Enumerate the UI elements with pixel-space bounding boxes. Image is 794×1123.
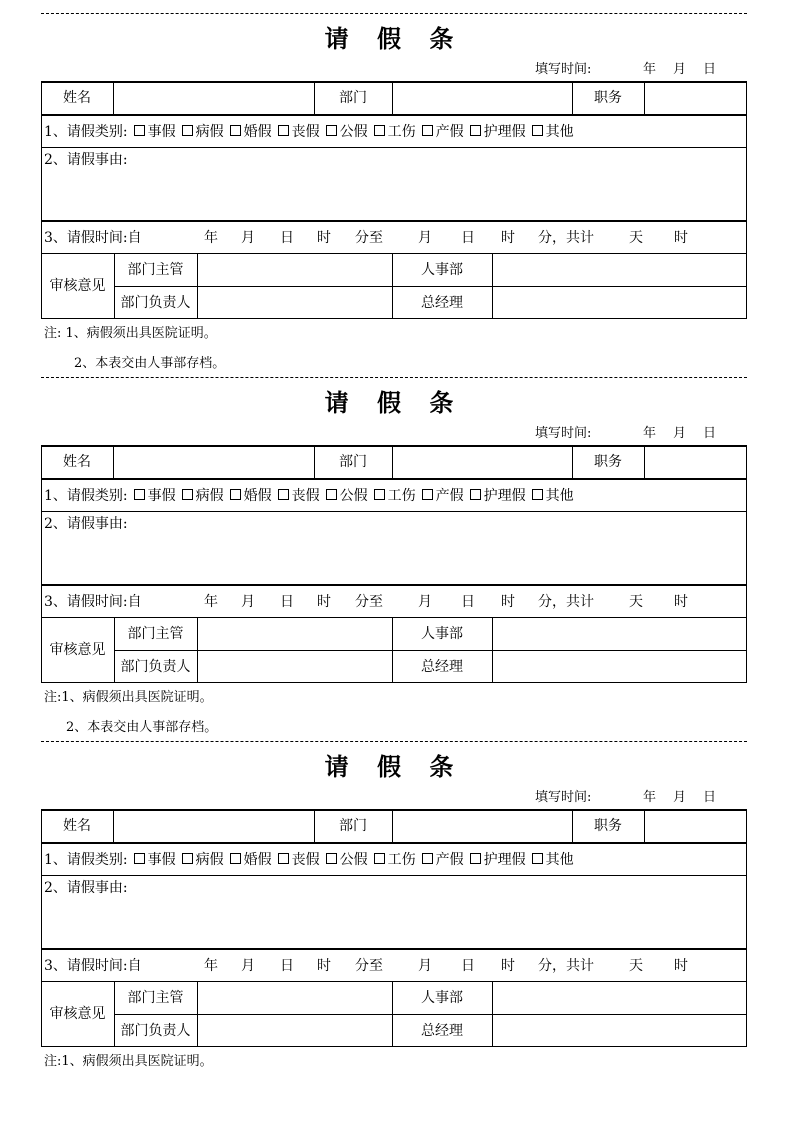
review-label: 审核意见 xyxy=(49,1006,106,1022)
dept-head-label: 部门负责人 xyxy=(120,1023,191,1039)
cut-line xyxy=(41,13,747,14)
name-label: 姓名 xyxy=(63,818,91,834)
supervisor-label: 部门主管 xyxy=(127,990,184,1006)
name-label: 姓名 xyxy=(63,454,91,470)
leave-type-label: 1、请假类别: xyxy=(44,124,128,140)
leave-type-option: 工伤 xyxy=(387,488,416,504)
position-label: 职务 xyxy=(594,90,622,106)
time-unit: 日 xyxy=(280,594,294,610)
gm-label: 总经理 xyxy=(421,659,463,675)
checkbox-icon[interactable] xyxy=(470,125,481,136)
leave-type-option: 工伤 xyxy=(387,852,416,868)
time-unit: 时 xyxy=(317,230,331,246)
time-unit: 年 xyxy=(204,594,218,610)
fill-month: 月 xyxy=(673,790,687,805)
time-unit: 日 xyxy=(461,958,475,974)
time-unit: 月 xyxy=(241,594,255,610)
checkbox-icon[interactable] xyxy=(422,853,433,864)
leave-time-label: 3、请假时间:自 xyxy=(44,230,142,246)
note-1: 注: 1、病假须出具医院证明。 xyxy=(44,326,217,341)
checkbox-icon[interactable] xyxy=(374,125,385,136)
note-1: 注:1、病假须出具医院证明。 xyxy=(44,1054,213,1069)
checkbox-icon[interactable] xyxy=(532,853,543,864)
checkbox-icon[interactable] xyxy=(532,489,543,500)
leave-type-option: 公假 xyxy=(339,852,368,868)
checkbox-icon[interactable] xyxy=(422,125,433,136)
checkbox-icon[interactable] xyxy=(134,853,145,864)
leave-type-option: 丧假 xyxy=(291,488,320,504)
time-unit: 分至 xyxy=(355,958,383,974)
time-unit: 时 xyxy=(317,594,331,610)
checkbox-icon[interactable] xyxy=(374,489,385,500)
checkbox-icon[interactable] xyxy=(230,853,241,864)
dept-head-label: 部门负责人 xyxy=(120,295,191,311)
leave-type-option: 病假 xyxy=(195,488,224,504)
checkbox-icon[interactable] xyxy=(532,125,543,136)
position-label: 职务 xyxy=(594,818,622,834)
form-grid xyxy=(41,445,747,683)
leave-type-row xyxy=(44,850,574,870)
time-unit: 时 xyxy=(674,230,688,246)
time-unit: 分，共计 xyxy=(538,230,594,246)
checkbox-icon[interactable] xyxy=(326,125,337,136)
dept-label: 部门 xyxy=(339,90,367,106)
leave-type-option: 婚假 xyxy=(243,124,272,140)
form-title: 请 假 条 xyxy=(324,752,464,781)
leave-type-option: 公假 xyxy=(339,124,368,140)
leave-time-label: 3、请假时间:自 xyxy=(44,958,142,974)
time-unit: 月 xyxy=(418,594,432,610)
leave-reason-label: 2、请假事由: xyxy=(44,880,128,896)
fill-date-label: 填写时间: xyxy=(535,62,592,77)
time-unit: 年 xyxy=(204,958,218,974)
leave-type-option: 护理假 xyxy=(483,488,526,504)
gm-label: 总经理 xyxy=(421,295,463,311)
time-unit: 时 xyxy=(501,958,515,974)
time-unit: 日 xyxy=(461,594,475,610)
checkbox-icon[interactable] xyxy=(278,853,289,864)
form-title: 请 假 条 xyxy=(324,388,464,417)
supervisor-label: 部门主管 xyxy=(127,626,184,642)
time-unit: 时 xyxy=(674,594,688,610)
fill-date-label: 填写时间: xyxy=(535,790,592,805)
leave-type-option: 产假 xyxy=(435,852,464,868)
dept-label: 部门 xyxy=(339,454,367,470)
checkbox-icon[interactable] xyxy=(182,853,193,864)
leave-type-option: 事假 xyxy=(147,488,176,504)
fill-month: 月 xyxy=(673,426,687,441)
checkbox-icon[interactable] xyxy=(182,489,193,500)
leave-type-option: 病假 xyxy=(195,852,224,868)
time-unit: 月 xyxy=(241,958,255,974)
review-label: 审核意见 xyxy=(49,642,106,658)
fill-day: 日 xyxy=(703,790,717,805)
time-unit: 时 xyxy=(501,230,515,246)
leave-type-row xyxy=(44,486,574,506)
fill-year: 年 xyxy=(643,62,657,77)
fill-day: 日 xyxy=(703,62,717,77)
review-label: 审核意见 xyxy=(49,278,106,294)
cut-line xyxy=(41,741,747,742)
leave-type-option: 其他 xyxy=(545,124,574,140)
time-unit: 时 xyxy=(317,958,331,974)
form-grid xyxy=(41,809,747,1047)
fill-date-label: 填写时间: xyxy=(535,426,592,441)
cut-line xyxy=(41,377,747,378)
checkbox-icon[interactable] xyxy=(230,125,241,136)
leave-type-option: 丧假 xyxy=(291,852,320,868)
leave-type-option: 产假 xyxy=(435,124,464,140)
time-unit: 月 xyxy=(241,230,255,246)
time-unit: 日 xyxy=(461,230,475,246)
gm-label: 总经理 xyxy=(421,1023,463,1039)
leave-type-row xyxy=(44,122,574,142)
checkbox-icon[interactable] xyxy=(326,853,337,864)
leave-time-label: 3、请假时间:自 xyxy=(44,594,142,610)
time-unit: 月 xyxy=(418,230,432,246)
checkbox-icon[interactable] xyxy=(278,489,289,500)
leave-type-option: 婚假 xyxy=(243,852,272,868)
checkbox-icon[interactable] xyxy=(422,489,433,500)
form-title: 请 假 条 xyxy=(324,24,464,53)
hr-label: 人事部 xyxy=(421,262,463,278)
leave-type-option: 其他 xyxy=(545,852,574,868)
note-2: 2、本表交由人事部存档。 xyxy=(66,720,218,735)
name-label: 姓名 xyxy=(63,90,91,106)
leave-type-option: 工伤 xyxy=(387,124,416,140)
time-unit: 分至 xyxy=(355,230,383,246)
checkbox-icon[interactable] xyxy=(326,489,337,500)
time-unit: 月 xyxy=(418,958,432,974)
leave-type-option: 病假 xyxy=(195,124,224,140)
checkbox-icon[interactable] xyxy=(230,489,241,500)
leave-type-label: 1、请假类别: xyxy=(44,852,128,868)
hr-label: 人事部 xyxy=(421,626,463,642)
leave-type-option: 护理假 xyxy=(483,852,526,868)
time-unit: 时 xyxy=(501,594,515,610)
time-unit: 分，共计 xyxy=(538,958,594,974)
leave-type-option: 护理假 xyxy=(483,124,526,140)
checkbox-icon[interactable] xyxy=(182,125,193,136)
hr-label: 人事部 xyxy=(421,990,463,1006)
dept-label: 部门 xyxy=(339,818,367,834)
note-1: 注:1、病假须出具医院证明。 xyxy=(44,690,213,705)
leave-type-options xyxy=(128,488,574,504)
supervisor-label: 部门主管 xyxy=(127,262,184,278)
leave-type-option: 事假 xyxy=(147,852,176,868)
leave-type-label: 1、请假类别: xyxy=(44,488,128,504)
checkbox-icon[interactable] xyxy=(470,853,481,864)
checkbox-icon[interactable] xyxy=(374,853,385,864)
leave-type-option: 公假 xyxy=(339,488,368,504)
dept-head-label: 部门负责人 xyxy=(120,659,191,675)
time-unit: 分，共计 xyxy=(538,594,594,610)
position-label: 职务 xyxy=(594,454,622,470)
leave-type-option: 婚假 xyxy=(243,488,272,504)
time-unit: 时 xyxy=(674,958,688,974)
time-unit: 日 xyxy=(280,230,294,246)
fill-month: 月 xyxy=(673,62,687,77)
leave-type-options xyxy=(128,124,574,140)
note-2: 2、本表交由人事部存档。 xyxy=(74,356,226,371)
leave-type-options xyxy=(128,852,574,868)
fill-year: 年 xyxy=(643,426,657,441)
time-unit: 天 xyxy=(629,958,643,974)
form-grid xyxy=(41,81,747,319)
time-unit: 日 xyxy=(280,958,294,974)
time-unit: 年 xyxy=(204,230,218,246)
leave-reason-label: 2、请假事由: xyxy=(44,152,128,168)
leave-reason-label: 2、请假事由: xyxy=(44,516,128,532)
checkbox-icon[interactable] xyxy=(470,489,481,500)
time-unit: 天 xyxy=(629,230,643,246)
checkbox-icon[interactable] xyxy=(134,125,145,136)
leave-type-option: 丧假 xyxy=(291,124,320,140)
fill-day: 日 xyxy=(703,426,717,441)
leave-type-option: 事假 xyxy=(147,124,176,140)
fill-year: 年 xyxy=(643,790,657,805)
leave-type-option: 其他 xyxy=(545,488,574,504)
time-unit: 分至 xyxy=(355,594,383,610)
checkbox-icon[interactable] xyxy=(134,489,145,500)
leave-type-option: 产假 xyxy=(435,488,464,504)
checkbox-icon[interactable] xyxy=(278,125,289,136)
time-unit: 天 xyxy=(629,594,643,610)
